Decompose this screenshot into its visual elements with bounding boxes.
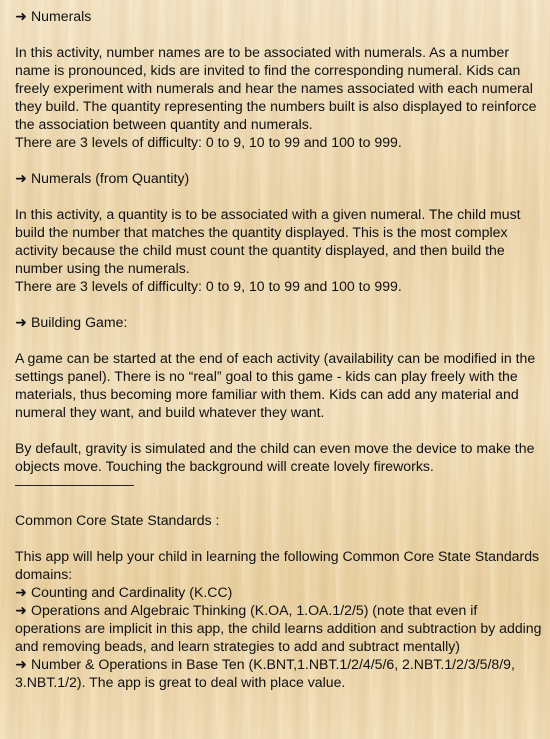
numerals-description: In this activity, number names are to be associated with numerals. As a number name is pronounced, kids are invited to find the corresponding numeral. Kids can freely experiment with numerals and hear the names associated with each numeral they build. The quantity representing the numbers built is also displayed to reinforce the association between quantity and numerals. — [15, 44, 537, 132]
arrow-icon: ➜ — [15, 8, 27, 24]
divider — [15, 485, 134, 486]
numerals-from-quantity-description: In this activity, a quantity is to be associated with a given numeral. The child must build the number that matches the quantity displayed. This is the most complex activity because the child must count the quantity displayed, and then build the number using the numerals. — [15, 206, 521, 276]
standards-item: ➜ Number & Operations in Base Ten (K.BNT,1.NBT.1/2/4/5/6, 2.NBT.1/2/3/5/8/9, 3.NBT.1/2). The app is great to deal with place value. — [15, 656, 515, 690]
section-heading-building-game: ➜ Building Game: — [15, 314, 128, 330]
standards-item: ➜ Operations and Algebraic Thinking (K.OA, 1.OA.1/2/5) (note that even if operations are implicit in this app, the child learns addition and subtraction by adding and removing beads, and learn strategies to add and subtract mentally) — [15, 602, 542, 654]
arrow-icon: ➜ — [15, 170, 27, 186]
standards-heading: Common Core State Standards : — [15, 512, 220, 528]
building-game-description: A game can be started at the end of each activity (availability can be modified in the settings panel). There is no “real” goal to this game - kids can play freely with the materials, thus becoming more familiar with them. Kids can add any material and numeral they want, and build whatever they want. — [15, 350, 536, 420]
description-text — [15, 7, 543, 691]
building-game-gravity: By default, gravity is simulated and the child can even move the device to make the objects move. Touching the background will create lovely fireworks. — [15, 440, 535, 474]
numerals-levels: There are 3 levels of difficulty: 0 to 9, 10 to 99 and 100 to 999. — [15, 134, 402, 150]
arrow-icon: ➜ — [15, 656, 27, 672]
arrow-icon: ➜ — [15, 602, 27, 618]
section-heading-numerals: ➜ Numerals — [15, 8, 92, 24]
numerals-from-quantity-levels: There are 3 levels of difficulty: 0 to 9, 10 to 99 and 100 to 999. — [15, 278, 402, 294]
section-heading-numerals-from-quantity: ➜ Numerals (from Quantity) — [15, 170, 190, 186]
standards-intro: This app will help your child in learning the following Common Core State Standards domains: — [15, 548, 540, 582]
standards-item: ➜ Counting and Cardinality (K.CC) — [15, 584, 233, 600]
arrow-icon: ➜ — [15, 314, 27, 330]
arrow-icon: ➜ — [15, 584, 27, 600]
